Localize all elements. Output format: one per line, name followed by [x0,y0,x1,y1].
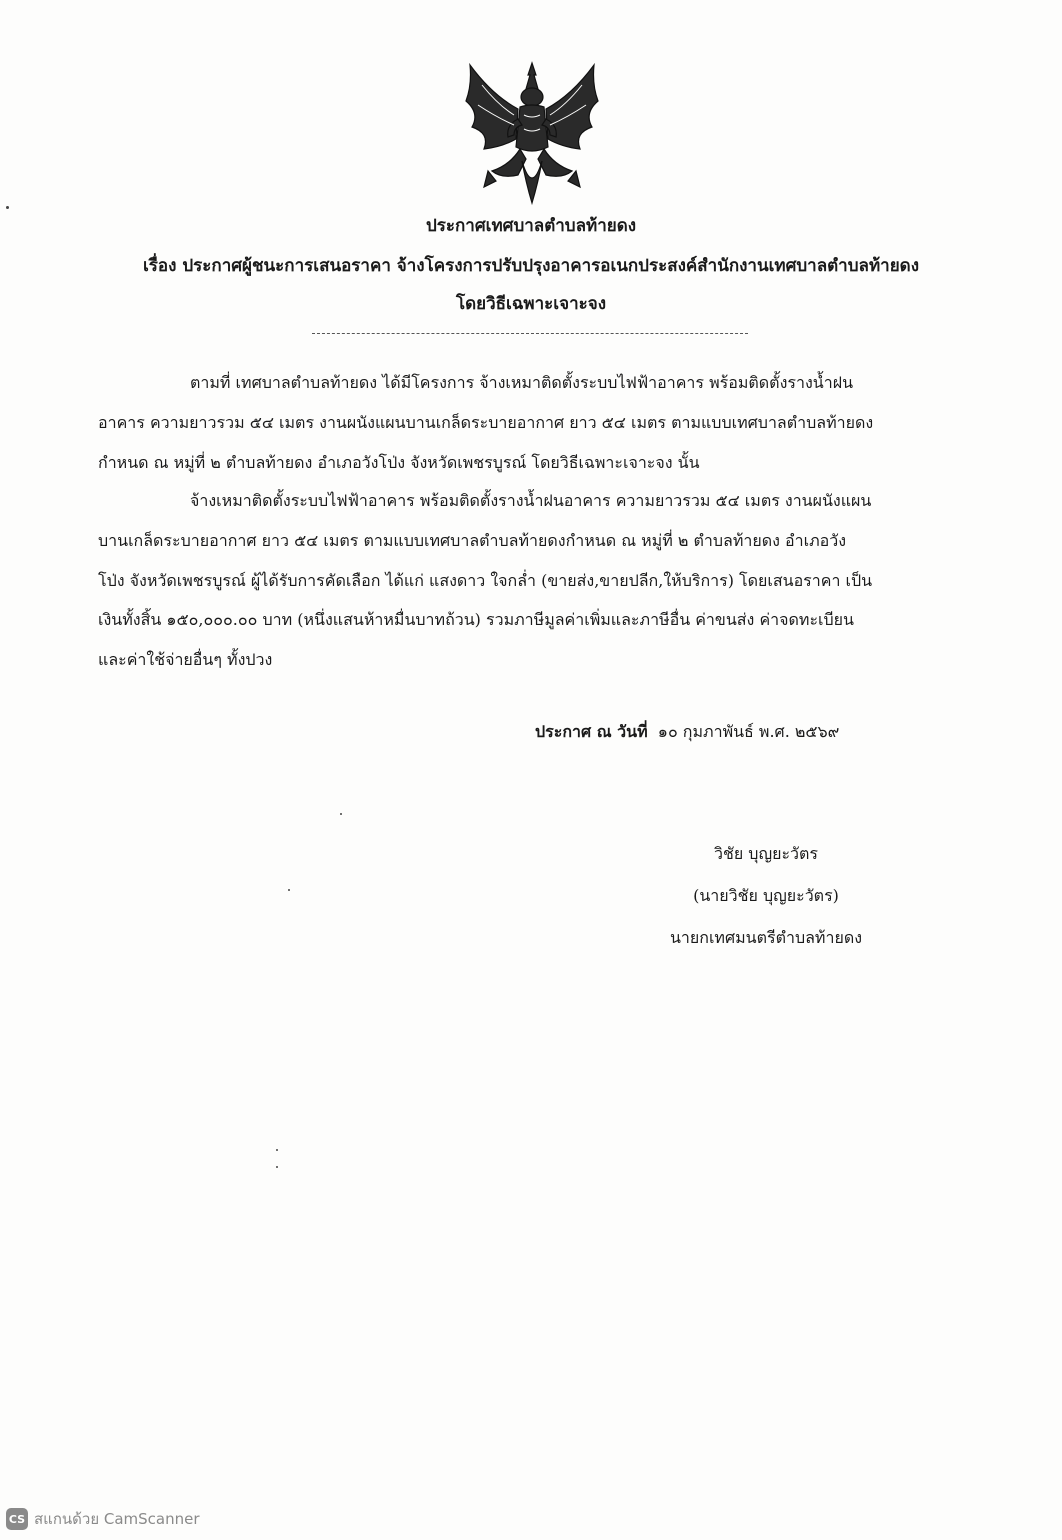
signature-name: วิชัย บุญยะวัตร [713,844,819,863]
paragraph-2-line: และค่าใช้จ่ายอื่นๆ ทั้งปวง [98,650,273,669]
announcement-subject: เรื่อง ประกาศผู้ชนะการเสนอราคา จ้างโครงการปรับปรุงอาคารอเนกประสงค์สำนักงานเทศบาลตำบลท้ายดง [142,256,919,276]
paragraph-2-line: จ้างเหมาติดตั้งระบบไฟฟ้าอาคาร พร้อมติดตั้งรางน้ำฝนอาคาร ความยาวรวม ๕๔ เมตร งานผนังแผน [190,491,872,510]
title-divider [312,333,748,334]
camscanner-logo-icon: CS [6,1508,28,1530]
scanner-watermark [6,1506,200,1532]
announcement-date [535,720,839,745]
signatory-position: นายกเทศมนตรีตำบลท้ายดง [669,928,863,947]
paragraph-2-line: เงินทั้งสิ้น ๑๕๐,๐๐๐.๐๐ บาท (หนึ่งแสนห้าหมื่นบาทถ้วน) รวมภาษีมูลค่าเพิ่มและภาษีอื่น ค่าขนส่ง ค่าจดทะเบียน [98,610,854,629]
signatory-full-name: (นายวิชัย บุญยะวัตร) [693,886,839,905]
garuda-emblem-icon [462,55,602,207]
paragraph-2-line: บานเกล็ดระบายอากาศ ยาว ๕๔ เมตร ตามแบบเทศบาลตำบลท้ายดงกำหนด ณ หมู่ที่ ๒ ตำบลท้ายดง อำเภอวัง [98,531,847,550]
scan-speck [276,1149,278,1151]
paragraph-1-line: ตามที่ เทศบาลตำบลท้ายดง ได้มีโครงการ จ้างเหมาติดตั้งระบบไฟฟ้าอาคาร พร้อมติดตั้งรางน้ำฝน [190,373,853,392]
scan-speck [288,889,290,891]
scan-speck [276,1166,278,1168]
paragraph-1-line: กำหนด ณ หมู่ที่ ๒ ตำบลท้ายดง อำเภอวังโป่ง จังหวัดเพชรบูรณ์ โดยวิธีเฉพาะเจาะจง นั้น [98,453,700,472]
announcement-title: ประกาศเทศบาลตำบลท้ายดง [425,216,637,236]
date-label: ประกาศ ณ วันที่ [535,722,648,741]
announcement-subject-method: โดยวิธีเฉพาะเจาะจง [455,294,607,314]
scanner-watermark-text: สแกนด้วย CamScanner [34,1510,200,1528]
scan-speck [340,813,342,815]
date-value: ๑๐ กุมภาพันธ์ พ.ศ. ๒๕๖๙ [657,722,840,741]
paragraph-1-line: อาคาร ความยาวรวม ๕๔ เมตร งานผนังแผนบานเกล็ดระบายอากาศ ยาว ๕๔ เมตร ตามแบบเทศบาลตำบลท้ายดง [98,413,874,432]
scan-speck [6,206,9,209]
paragraph-2-line: โป่ง จังหวัดเพชรบูรณ์ ผู้ได้รับการคัดเลือก ได้แก่ แสงดาว ใจกล่ำ (ขายส่ง,ขายปลีก,ให้บริการ) โดยเสนอราคา เป็น [98,571,873,590]
